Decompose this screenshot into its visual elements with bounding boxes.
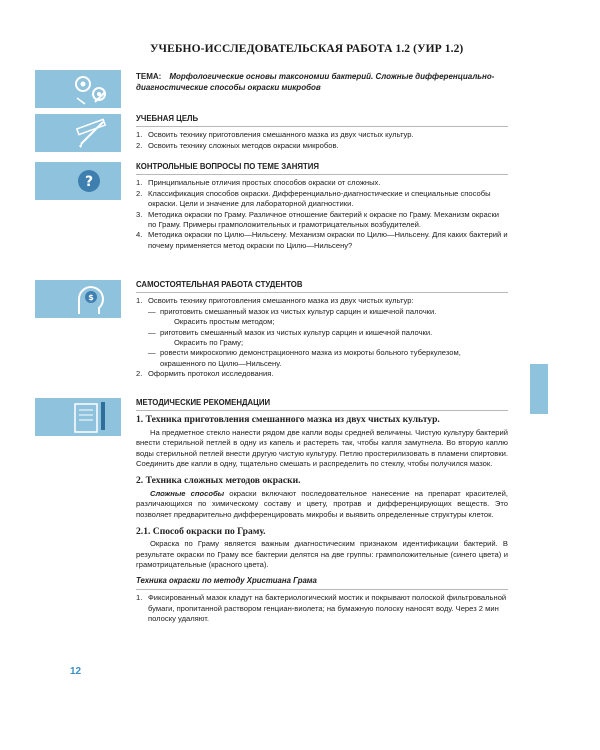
section-2-emphasis: Сложные способы <box>150 488 225 498</box>
page-title: УЧЕБНО-ИССЛЕДОВАТЕЛЬСКАЯ РАБОТА 1.2 (УИР 1.2) <box>150 43 464 55</box>
goal-section <box>136 114 508 151</box>
goal-list <box>136 130 508 151</box>
list-item: 2. Классификация способов окраски. Дифференциально-диагностические и специальные способы окраски. Цели и значение для лабораторной диагностики. <box>136 188 491 209</box>
section-2-1-text: Окраска по Граму является важным диагностическим признаком идентификации бактерий. В результате окраски по Граму все бактерии делятся на две группы: грамположительные (синего цвета) и грамотрицательные (красного цвета). <box>136 539 508 570</box>
list-item: 1. Освоить технику приготовления смешанного мазка из двух чистых культур: — приготовить смешанный мазок из чистых культур сарцин и кишечной палочки. Окрасить простым методом; — риготовить смешанный мазок из чистых культур сарцин и кишечной палочки. Окрасить по Граму; — ровести микроскопию демонстрационного мазка из мокроты больного туберкулезом, окрашенного по Цилю—Нильсену. <box>136 296 508 369</box>
theme-section <box>136 71 508 93</box>
independent-icon-box <box>35 280 121 318</box>
sub-item: — ровести микроскопию демонстрационного мазка из мокроты больного туберкулезом, окрашенного по Цилю—Нильсену. <box>148 348 508 369</box>
gram-steps-list <box>136 593 508 624</box>
notebook-icon <box>69 398 113 436</box>
list-item: 3. Методика окраски по Граму. Различное отношение бактерий к окраске по Граму. Механизм окраски по Граму. Примеры грамположительных и грамотрицательных возбудителей. <box>136 209 500 230</box>
svg-text:$: $ <box>88 293 94 302</box>
theme-icon-box <box>35 70 121 108</box>
theme-text: Морфологические основы таксономии бактерий. Сложные дифференциально-диагностические способы окраски микробов <box>136 72 495 92</box>
gram-technique-subhead: Техника окраски по методу Христиана Грама <box>136 575 317 585</box>
methodical-icon-box <box>35 398 121 436</box>
questions-list <box>136 178 508 251</box>
independent-section <box>136 280 508 380</box>
question-icon <box>69 162 113 200</box>
section-1-text: На предметное стекло нанести рядом две капли воды средней величины. Чистую культуру бактерий внести стерильной петлей в одну из капель и растереть так, чтобы капля замутнела. Во вторую каплю воды стерильной петлей внести другую чистую культуру. Петлю простерилизовать в пламени спиртовки. Соединить две капли в одну, тщательно смешать и распределить по стеклу, чтобы получился мазок. <box>136 427 508 469</box>
gram-steps <box>136 589 508 624</box>
list-item: 1. Принципиальные отличия простых способов окраски от сложных. <box>136 178 381 188</box>
questions-section <box>136 162 508 251</box>
sub-item: — риготовить смешанный мазок из чистых культур сарцин и кишечной палочки. Окрасить по Граму; <box>148 328 508 349</box>
chapter-side-tab <box>530 364 548 414</box>
theme-label: ТЕМА: <box>136 72 162 81</box>
section-2-1-title: 2.1. Способ окраски по Граму. <box>136 526 266 538</box>
goal-heading: УЧЕБНАЯ ЦЕЛЬ <box>136 114 508 127</box>
independent-list <box>136 296 508 379</box>
page-number: 12 <box>70 666 82 677</box>
methodical-section <box>136 398 508 624</box>
section-2-text: Сложные способы окраски включают последовательное нанесение на препарат красителей, различающихся по химическому составу и цвету, протрав и дифференцирующих веществ. Это позволяет предварительно дифференцировать микробы и выявить определенные структуры клеток. <box>136 488 508 519</box>
list-item: 2. Освоить технику сложных методов окраски микробов. <box>136 140 339 150</box>
questions-icon-box <box>35 162 121 200</box>
methodical-heading: МЕТОДИЧЕСКИЕ РЕКОМЕНДАЦИИ <box>136 398 508 411</box>
goal-icon-box <box>35 114 121 152</box>
list-item: 4. Методика окраски по Цилю—Нильсену. Механизм окраски по Цилю—Нильсену. Для каких бактерий и почему применяется метод окраски по Цилю—Нильсену? <box>136 230 508 250</box>
pencil-ruler-icon <box>69 114 113 152</box>
questions-heading: КОНТРОЛЬНЫЕ ВОПРОСЫ ПО ТЕМЕ ЗАНЯТИЯ <box>136 162 508 175</box>
section-1-title: 1. Техника приготовления смешанного мазка из двух чистых культур. <box>136 414 440 426</box>
svg-text:?: ? <box>84 174 94 190</box>
list-item: 1. Фиксированный мазок кладут на бактериологический мостик и покрывают полоской фильтровальной бумаги, пропитанной раствором генциан-виолета; на бумажную полоску наносят воду. Через 2 мин полоску удаляют. <box>136 593 507 623</box>
list-item: 2. Оформить протокол исследования. <box>136 369 274 379</box>
theme-heading <box>136 71 508 93</box>
head-idea-icon <box>69 280 113 318</box>
independent-heading: САМОСТОЯТЕЛЬНАЯ РАБОТА СТУДЕНТОВ <box>136 280 508 293</box>
list-item: 1. Освоить технику приготовления смешанного мазка из двух чистых культур. <box>136 130 414 140</box>
gears-icon <box>69 70 113 108</box>
sub-item: — приготовить смешанный мазок из чистых культур сарцин и кишечной палочки. Окрасить простым методом; <box>148 307 508 328</box>
section-2-title: 2. Техника сложных методов окраски. <box>136 475 301 487</box>
